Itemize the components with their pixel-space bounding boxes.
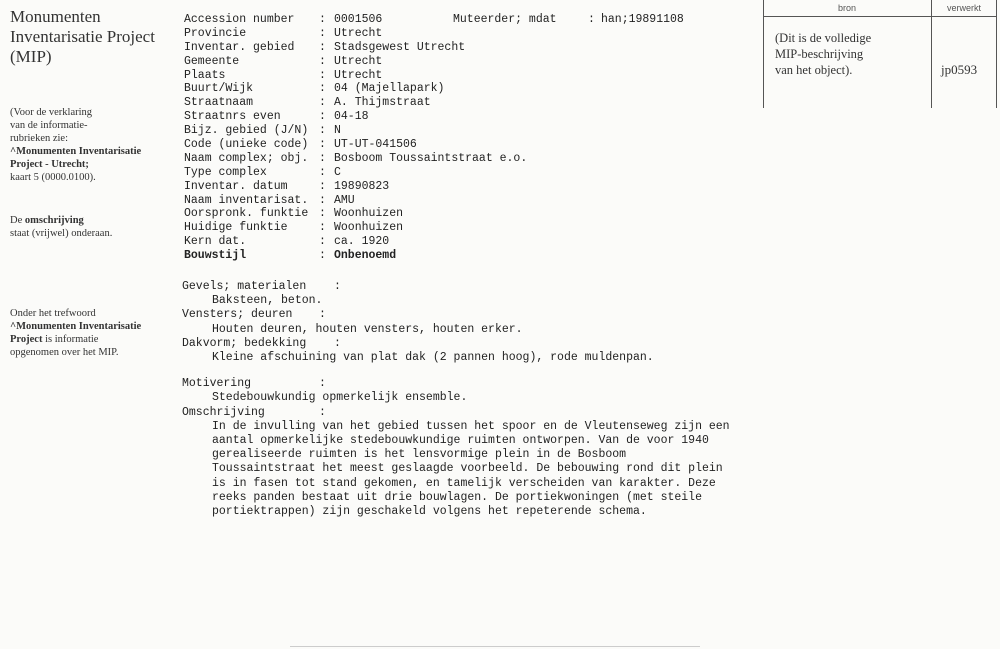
description-line: reeks panden bestaat uit drie bouwlagen. De portiekwoningen (met steile [212, 490, 702, 504]
field-label: Accession number [184, 13, 295, 26]
field-label: Inventar. gebied [184, 40, 295, 54]
field-value: Onbenoemd [334, 249, 397, 263]
field-value: 19890823 [334, 179, 390, 193]
field-value: Stadsgewest Utrecht [334, 40, 466, 54]
note-line: staat (vrijwel) onderaan. [10, 228, 113, 239]
note-text-bold: omschrijving [24, 215, 84, 226]
note-line: opgenomen over het MIP. [10, 347, 119, 358]
description-line: In de invulling van het gebied tussen het spoor en de Vleutenseweg zijn een [212, 419, 730, 433]
field-value: han;19891108 [601, 13, 684, 26]
note-text-bold: Project [10, 334, 43, 345]
field-label: Plaats [184, 68, 226, 82]
note-line-bold: ^Monumenten Inventarisatie [10, 146, 142, 157]
section-label: Dakvorm; bedekking [182, 336, 307, 350]
field-label: Straatnaam [184, 96, 254, 110]
field-label: Muteerder; mdat [453, 13, 557, 26]
field-value: C [334, 165, 341, 179]
section-vensters: Vensters; deuren : [182, 308, 326, 322]
info-note-omschrijving [10, 214, 112, 240]
description-sections [182, 280, 730, 519]
note-line: van de informatie- [10, 120, 88, 131]
info-note-trefwoord [10, 307, 141, 359]
info-note-verklaring [10, 106, 141, 184]
bron-header: bron [837, 3, 856, 13]
field-label: Buurt/Wijk [184, 82, 254, 96]
field-label: Inventar. datum [184, 179, 288, 193]
note-line: rubrieken zie: [10, 133, 69, 144]
field-label: Oorspronk. funktie [184, 207, 309, 221]
field-value: Woonhuizen [334, 207, 404, 221]
field-value: A. Thijmstraat [334, 96, 431, 110]
field-value: Woonhuizen [334, 221, 404, 235]
note-line: (Voor de verklaring [10, 107, 93, 118]
field-label: Code (unieke code) [184, 138, 309, 152]
field-value: 0001506 [334, 13, 383, 26]
section-gevels: Gevels; materialen : [182, 280, 341, 293]
description-line: Toussaintstraat het meest geslaagde voorbeeld. De bebouwing rond dit plein [212, 462, 723, 476]
note-line: kaart 5 (0000.0100). [10, 172, 96, 183]
description-line: portiektrappen) zijn geschakeld volgens het repeterende schema. [212, 505, 647, 519]
field-value: N [334, 124, 341, 138]
field-label: Straatnrs even [184, 110, 281, 124]
page-bottom-divider [290, 646, 700, 647]
field-label: Bouwstijl [184, 249, 247, 263]
section-label: Gevels; materialen [182, 280, 307, 293]
description-line: aantal opmerkelijke stedebouwkundige ruimten ontworpen. Van de voor 1940 [212, 434, 709, 448]
bron-description [775, 30, 925, 78]
note-text: is informatie [42, 334, 99, 345]
field-value: UT-UT-041506 [334, 138, 417, 152]
field-value: Utrecht [334, 26, 383, 40]
description-line: is in fasen tot stand gekomen, en tamelijk verscheiden van karakter. Deze [212, 476, 716, 490]
section-dakvorm: Dakvorm; bedekking : [182, 336, 341, 350]
verwerkt-value: jp0593 [941, 62, 978, 77]
field-value: Utrecht [334, 68, 383, 82]
field-value: Bosboom Toussaintstraat e.o. [334, 151, 528, 165]
section-label: Vensters; deuren [182, 308, 293, 322]
note-text: De [10, 215, 25, 226]
note-line-bold: ^Monumenten Inventarisatie [10, 321, 142, 332]
bron-line: MIP-beschrijving [775, 47, 864, 61]
field-label: Provincie [184, 26, 247, 40]
section-omschrijving: Omschrijving : [182, 405, 326, 419]
section-value: Kleine afschuining van plat dak (2 pannen hoog), rode muldenpan. [212, 351, 654, 365]
bron-line: van het object). [775, 63, 853, 77]
section-motivering: Motivering : [182, 377, 326, 391]
description-line: gerealiseerde ruimten is het lensvormige plein in de Bosboom [212, 448, 627, 462]
field-label: Bijz. gebied (J/N) [184, 124, 309, 138]
note-line-bold: Project - Utrecht; [10, 159, 89, 170]
section-label: Omschrijving [182, 405, 265, 419]
field-value: 04 (Majellapark) [334, 82, 445, 96]
field-label: Naam inventarisat. [184, 193, 309, 207]
field-label: Gemeente [184, 54, 240, 68]
field-label: Naam complex; obj. [184, 151, 309, 165]
section-label: Motivering [182, 377, 252, 391]
field-label: Huidige funktie [184, 221, 288, 235]
note-line: Onder het trefwoord [10, 308, 96, 319]
field-value: AMU [334, 193, 355, 207]
field-value: ca. 1920 [334, 235, 390, 249]
section-value: Stedebouwkundig opmerkelijk ensemble. [212, 391, 468, 405]
bron-verwerkt-table [763, 0, 997, 108]
field-value: 04-18 [334, 110, 369, 124]
section-value: Baksteen, beton. [212, 294, 323, 308]
page-title: Monumenten Inventarisatie Project (MIP) [10, 7, 155, 66]
field-label: Type complex [184, 165, 267, 179]
verwerkt-header: verwerkt [946, 3, 981, 13]
muteerder-field: Muteerder; mdat : han;19891108 [453, 13, 684, 26]
section-value: Houten deuren, houten vensters, houten erker. [212, 322, 523, 336]
field-value: Utrecht [334, 54, 383, 68]
field-label: Kern dat. [184, 235, 247, 249]
bron-line: (Dit is de volledige [775, 31, 872, 45]
